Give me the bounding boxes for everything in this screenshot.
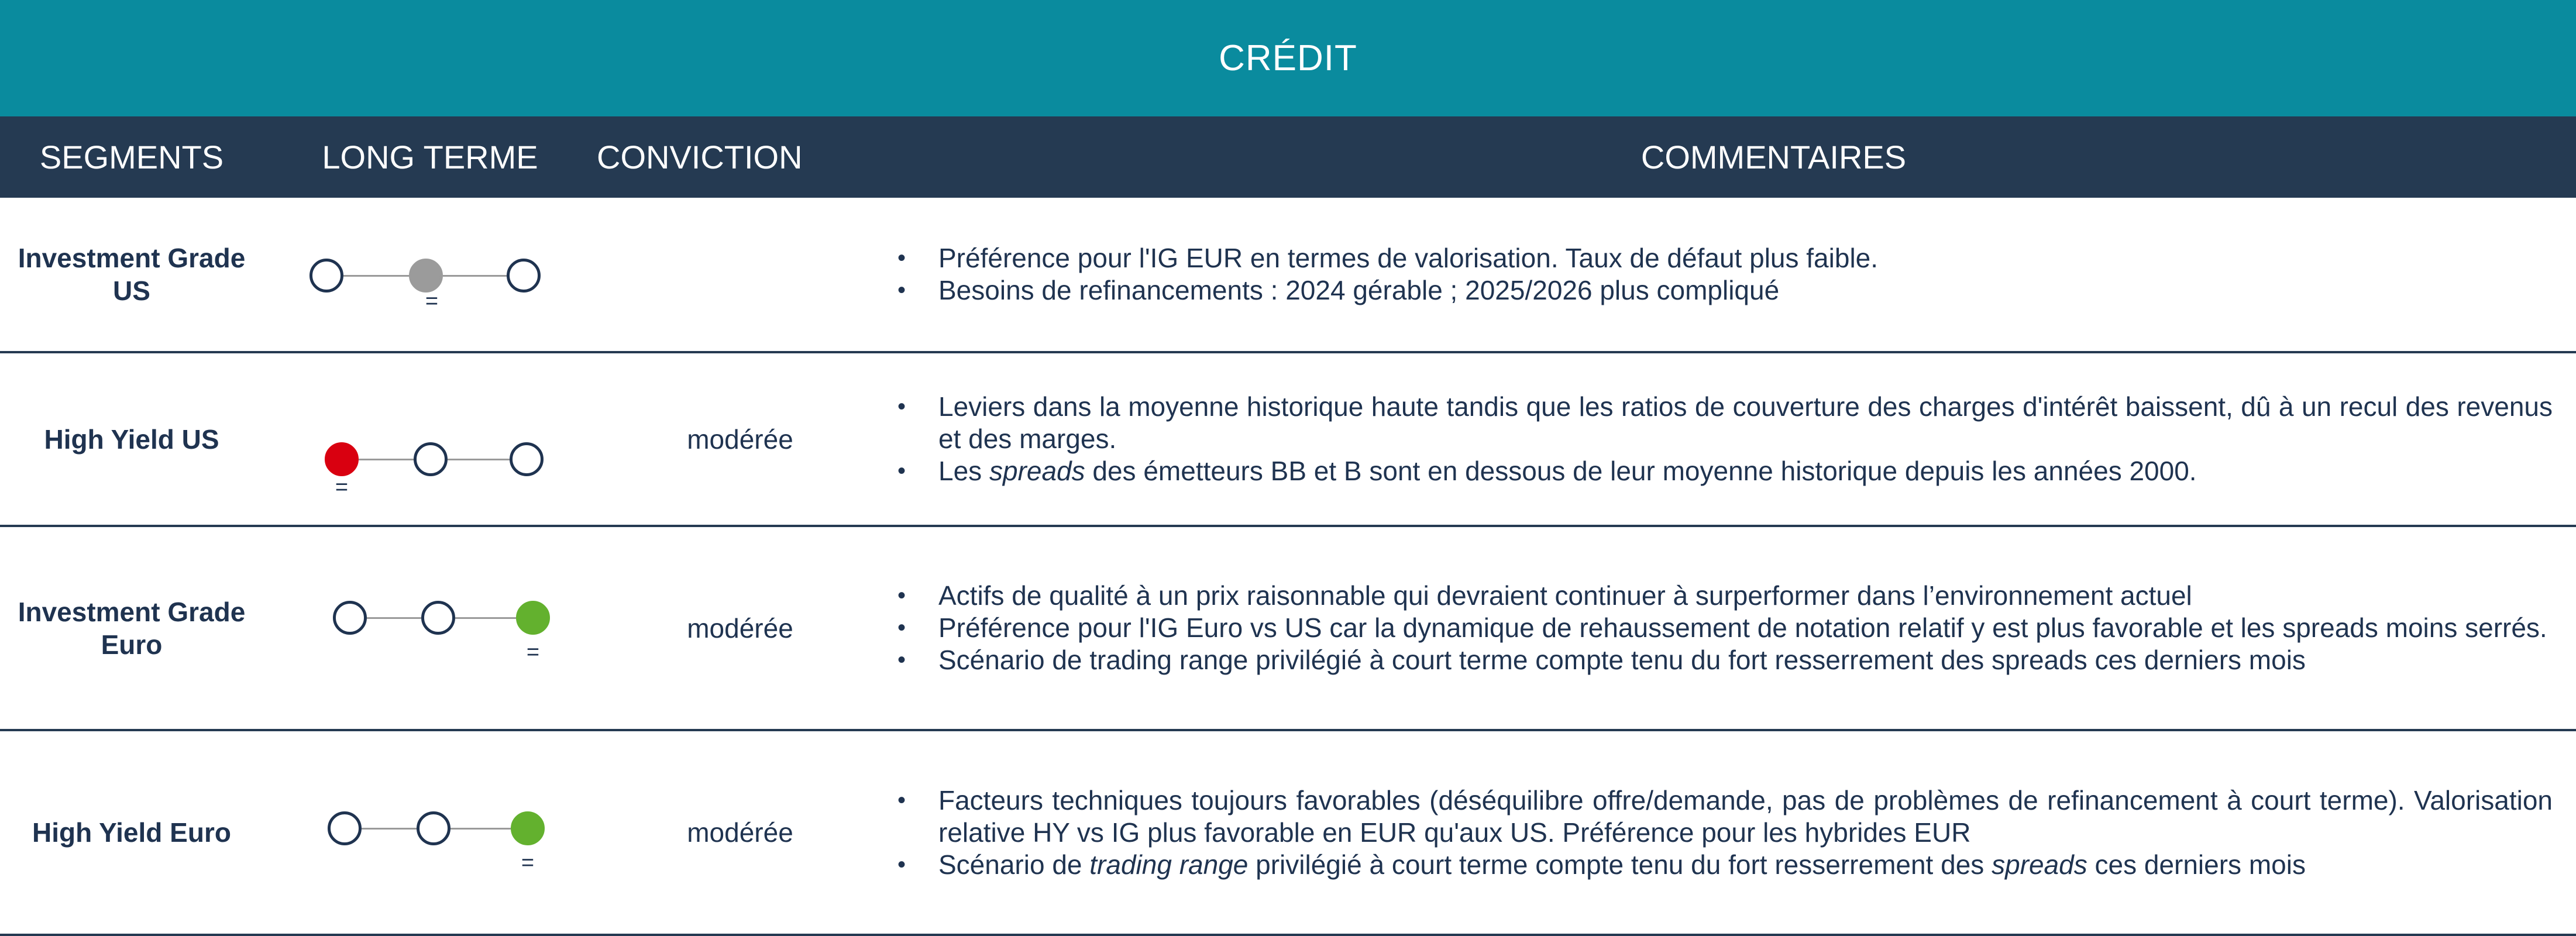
comment-item: • Préférence pour l'IG Euro vs US car la dynamique de rehaussement de notation relatif y est plus favorable et les spreads moins serrés.: [897, 612, 2553, 644]
header-conviction: CONVICTION: [597, 139, 803, 176]
comment-item: • Besoins de refinancements : 2024 gérable ; 2025/2026 plus compliqué: [897, 274, 2553, 307]
segment-label: High Yield US: [44, 424, 219, 455]
scale-graphic: [263, 353, 603, 525]
comments-cell: [878, 242, 2576, 307]
scale-dot-empty: [510, 442, 544, 476]
scale-connector: [359, 459, 414, 460]
long-term-scale: [263, 353, 603, 525]
scale-dot-green: [516, 601, 550, 635]
table-row: [0, 731, 2576, 936]
scale-connector: [455, 617, 516, 619]
scale-connector: [343, 275, 409, 277]
scale-dot-empty: [328, 811, 362, 845]
comment-item: • Facteurs techniques toujours favorables (déséquilibre offre/demande, pas de problèmes de refinancement à court terme). Valorisation relative HY vs IG plus favorable en EUR qu'aux US. Préférence pour les hybrides EUR: [897, 784, 2553, 849]
scale-marker: =: [526, 640, 540, 665]
scale-marker: =: [425, 289, 439, 314]
long-term-scale: [263, 198, 603, 351]
conviction-value: modérée: [687, 424, 793, 455]
scale-connector: [362, 828, 417, 830]
comment-text-rest: ces derniers mois: [2087, 849, 2306, 880]
scale-marker: =: [521, 851, 535, 875]
comments-list: [897, 242, 2553, 307]
comments-list: [897, 580, 2553, 676]
conviction-value: modérée: [687, 612, 793, 644]
comment-emphasis: spreads: [1992, 849, 2087, 880]
scale-graphic: [263, 731, 603, 934]
scale-graphic: [263, 198, 603, 351]
scale-dot-gray: [409, 259, 443, 292]
comment-text-prefix: Scénario de: [938, 849, 1090, 880]
scale-dot-empty: [417, 811, 450, 845]
comment-item: [897, 849, 2553, 881]
comments-cell: [878, 784, 2576, 881]
segment-label: Investment Grade US: [18, 243, 246, 306]
long-term-scale: [263, 731, 603, 934]
comment-text-rest: des émetteurs BB et B sont en dessous de leur moyenne historique depuis les années 2000.: [1085, 456, 2197, 486]
scale-dot-red: [325, 442, 359, 476]
comment-emphasis: spreads: [989, 456, 1085, 486]
table-title: [0, 0, 2576, 116]
comment-item: • Leviers dans la moyenne historique haute tandis que les ratios de couverture des charges d'intérêt baissent, dû à un recul des revenus et des marges.: [897, 391, 2553, 455]
header-long-term: LONG TERME: [322, 139, 538, 176]
segment-label: High Yield Euro: [32, 817, 231, 848]
long-term-scale: [263, 527, 603, 729]
scale-dot-empty: [333, 601, 367, 635]
comment-text-mid: privilégié à court terme compte tenu du fort resserrement des: [1248, 849, 1992, 880]
comment-text-prefix: Les: [938, 456, 989, 486]
table-row: [0, 198, 2576, 353]
comment-item: [897, 455, 2553, 487]
scale-marker: =: [335, 475, 349, 500]
scale-dot-green: [511, 811, 545, 845]
scale-graphic: [263, 527, 603, 729]
scale-dot-empty: [309, 259, 343, 292]
table-title-text: CRÉDIT: [1219, 38, 1357, 78]
comments-cell: [878, 580, 2576, 676]
header-comments: COMMENTAIRES: [1640, 139, 1907, 176]
segment-label: Investment Grade Euro: [18, 596, 246, 660]
scale-connector: [367, 617, 421, 619]
table-row: [0, 353, 2576, 527]
conviction-value: modérée: [687, 817, 793, 848]
scale-connector: [450, 828, 511, 830]
comments-list: [897, 391, 2553, 487]
comment-item: • Préférence pour l'IG EUR en termes de valorisation. Taux de défaut plus faible.: [897, 242, 2553, 274]
comment-item: • Scénario de trading range privilégié à court terme compte tenu du fort resserrement des spreads ces derniers mois: [897, 644, 2553, 676]
comment-emphasis: trading range: [1089, 849, 1249, 880]
comment-item: • Actifs de qualité à un prix raisonnable qui devraient continuer à surperformer dans l’environnement actuel: [897, 580, 2553, 612]
scale-connector: [448, 459, 510, 460]
table-header: [0, 116, 2576, 198]
table-row: [0, 527, 2576, 731]
comments-cell: [878, 391, 2576, 487]
scale-connector: [443, 275, 507, 277]
scale-dot-empty: [507, 259, 541, 292]
header-segments: SEGMENTS: [39, 139, 224, 176]
comments-list: [897, 784, 2553, 881]
scale-dot-empty: [414, 442, 448, 476]
scale-dot-empty: [421, 601, 455, 635]
